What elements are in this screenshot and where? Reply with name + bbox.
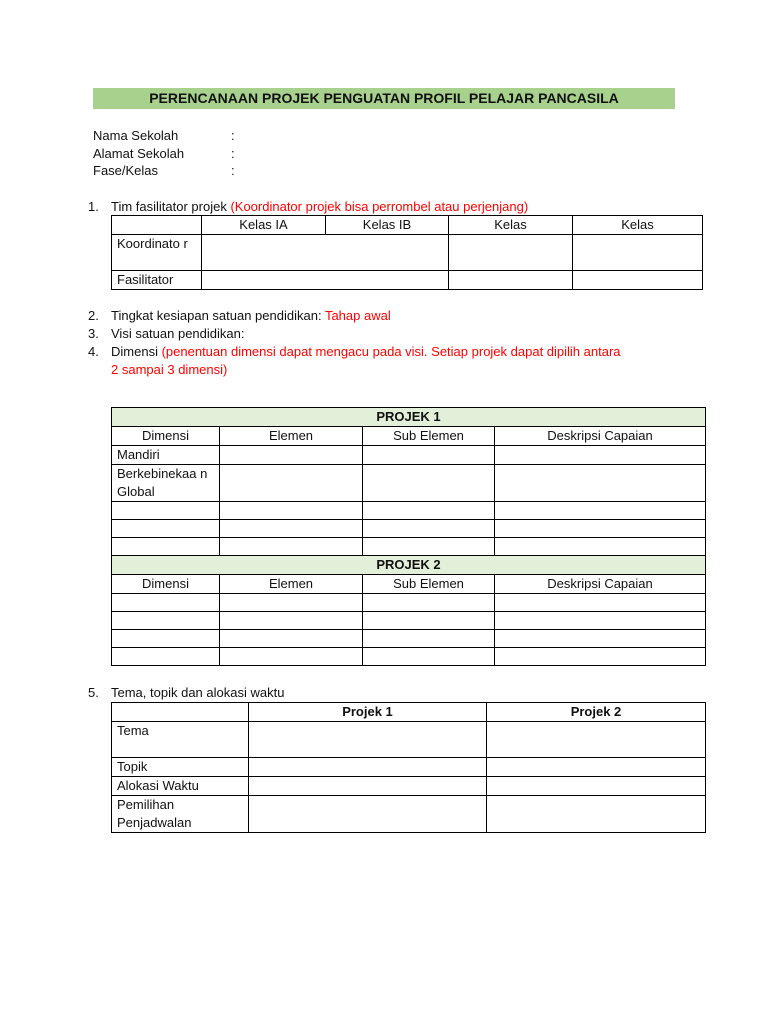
table-cell[interactable] bbox=[220, 612, 363, 630]
table-cell[interactable] bbox=[220, 538, 363, 556]
table-row bbox=[112, 502, 706, 520]
section-4-text: Dimensi bbox=[111, 344, 158, 359]
table-cell[interactable] bbox=[220, 630, 363, 648]
fasilitator-cell[interactable] bbox=[573, 235, 703, 271]
tema-topik-table bbox=[111, 702, 706, 833]
table-row bbox=[112, 758, 706, 777]
projek-2-header-elemen: Elemen bbox=[220, 575, 363, 594]
section-2-text: Tingkat kesiapan satuan pendidikan: bbox=[111, 308, 322, 323]
table-cell[interactable] bbox=[112, 594, 220, 612]
fasilitator-cell[interactable] bbox=[202, 271, 449, 290]
projek-dimensi-table bbox=[111, 407, 706, 666]
fasilitator-header-kelas-ia: Kelas IA bbox=[202, 216, 326, 235]
table-cell[interactable] bbox=[495, 594, 706, 612]
dimensi-cell-mandiri: Mandiri bbox=[112, 446, 220, 465]
table-cell[interactable] bbox=[249, 722, 487, 758]
dimensi-cell-berkebinekaan: Berkebinekaa n Global bbox=[112, 465, 220, 502]
tema-row-pemilihan-penjadwalan: Pemilihan Penjadwalan bbox=[112, 796, 249, 833]
projek-1-header-dimensi: Dimensi bbox=[112, 427, 220, 446]
fasilitator-row-koordinator: Koordinato r bbox=[112, 235, 202, 271]
fasilitator-header-kelas-3: Kelas bbox=[449, 216, 573, 235]
tema-header-projek-1: Projek 1 bbox=[249, 703, 487, 722]
table-cell[interactable] bbox=[487, 758, 706, 777]
table-cell[interactable] bbox=[495, 648, 706, 666]
table-row bbox=[112, 777, 706, 796]
table-cell[interactable] bbox=[495, 538, 706, 556]
tema-header-projek-2: Projek 2 bbox=[487, 703, 706, 722]
tema-row-tema: Tema bbox=[112, 722, 249, 758]
table-row bbox=[112, 446, 706, 465]
fasilitator-cell[interactable] bbox=[449, 271, 573, 290]
identity-colon: : bbox=[231, 146, 235, 161]
tema-row-alokasi-waktu: Alokasi Waktu bbox=[112, 777, 249, 796]
identity-label-alamat-sekolah: Alamat Sekolah bbox=[93, 146, 185, 161]
table-cell[interactable] bbox=[112, 630, 220, 648]
table-cell[interactable] bbox=[495, 612, 706, 630]
section-3-number: 3. bbox=[88, 326, 99, 341]
table-row bbox=[112, 612, 706, 630]
table-cell[interactable] bbox=[112, 648, 220, 666]
table-cell[interactable] bbox=[112, 612, 220, 630]
section-1-number: 1. bbox=[88, 199, 99, 214]
fasilitator-table bbox=[111, 215, 703, 290]
projek-2-header-dimensi: Dimensi bbox=[112, 575, 220, 594]
table-cell[interactable] bbox=[487, 722, 706, 758]
table-cell[interactable] bbox=[249, 758, 487, 777]
table-row bbox=[112, 465, 706, 502]
identity-label-nama-sekolah: Nama Sekolah bbox=[93, 128, 179, 143]
section-1-heading bbox=[111, 198, 528, 216]
table-cell[interactable] bbox=[363, 648, 495, 666]
table-cell[interactable] bbox=[220, 446, 363, 465]
identity-colon: : bbox=[231, 128, 235, 143]
projek-1-header-elemen: Elemen bbox=[220, 427, 363, 446]
section-2-note: Tahap awal bbox=[324, 308, 391, 323]
fasilitator-cell[interactable] bbox=[449, 235, 573, 271]
section-5-number: 5. bbox=[88, 685, 99, 700]
table-cell[interactable] bbox=[495, 520, 706, 538]
table-cell[interactable] bbox=[220, 648, 363, 666]
identity-label-fase-kelas: Fase/Kelas bbox=[93, 163, 159, 178]
table-cell[interactable] bbox=[249, 777, 487, 796]
section-3-text: Visi satuan pendidikan: bbox=[111, 326, 245, 341]
identity-colon: : bbox=[231, 163, 235, 178]
projek-2-header-sub-elemen: Sub Elemen bbox=[363, 575, 495, 594]
table-row bbox=[112, 648, 706, 666]
table-cell[interactable] bbox=[363, 594, 495, 612]
table-row bbox=[112, 630, 706, 648]
fasilitator-row-fasilitator: Fasilitator bbox=[112, 271, 202, 290]
fasilitator-header-kelas-ib: Kelas IB bbox=[326, 216, 449, 235]
table-cell[interactable] bbox=[220, 520, 363, 538]
section-2-number: 2. bbox=[88, 308, 99, 323]
table-cell[interactable] bbox=[495, 502, 706, 520]
table-row bbox=[112, 520, 706, 538]
table-row bbox=[112, 722, 706, 758]
table-cell[interactable] bbox=[363, 520, 495, 538]
section-4-note-line2: 2 sampai 3 dimensi) bbox=[111, 362, 228, 377]
projek-1-title: PROJEK 1 bbox=[112, 408, 706, 427]
table-cell[interactable] bbox=[363, 502, 495, 520]
section-1-note: (Koordinator projek bisa perrombel atau perjenjang) bbox=[230, 199, 529, 214]
section-1-text: Tim fasilitator projek bbox=[111, 199, 227, 214]
tema-header-empty bbox=[112, 703, 249, 722]
table-row bbox=[112, 796, 706, 833]
section-4-number: 4. bbox=[88, 344, 99, 359]
table-cell[interactable] bbox=[495, 446, 706, 465]
table-cell[interactable] bbox=[363, 465, 495, 502]
table-cell[interactable] bbox=[112, 502, 220, 520]
table-cell[interactable] bbox=[363, 538, 495, 556]
table-cell[interactable] bbox=[495, 465, 706, 502]
fasilitator-header-kelas-4: Kelas bbox=[573, 216, 703, 235]
tema-row-topik: Topik bbox=[112, 758, 249, 777]
table-cell[interactable] bbox=[249, 796, 487, 833]
projek-2-title: PROJEK 2 bbox=[112, 556, 706, 575]
table-cell[interactable] bbox=[495, 630, 706, 648]
section-4-note-line1: (penentuan dimensi dapat mengacu pada visi. Setiap projek dapat dipilih antara bbox=[161, 344, 621, 359]
table-cell[interactable] bbox=[220, 465, 363, 502]
table-row bbox=[112, 538, 706, 556]
projek-1-header-deskripsi-capaian: Deskripsi Capaian bbox=[495, 427, 706, 446]
table-cell[interactable] bbox=[220, 594, 363, 612]
section-2-heading bbox=[111, 307, 391, 325]
projek-2-header-deskripsi-capaian: Deskripsi Capaian bbox=[495, 575, 706, 594]
table-cell[interactable] bbox=[112, 520, 220, 538]
table-cell[interactable] bbox=[363, 612, 495, 630]
fasilitator-header-empty bbox=[112, 216, 202, 235]
table-cell[interactable] bbox=[487, 777, 706, 796]
projek-1-header-sub-elemen: Sub Elemen bbox=[363, 427, 495, 446]
fasilitator-cell[interactable] bbox=[202, 235, 449, 271]
table-cell[interactable] bbox=[112, 538, 220, 556]
table-cell[interactable] bbox=[363, 446, 495, 465]
table-cell[interactable] bbox=[220, 502, 363, 520]
section-4-heading bbox=[111, 343, 621, 361]
table-row bbox=[112, 594, 706, 612]
fasilitator-cell[interactable] bbox=[573, 271, 703, 290]
table-cell[interactable] bbox=[487, 796, 706, 833]
table-cell[interactable] bbox=[363, 630, 495, 648]
section-5-text: Tema, topik dan alokasi waktu bbox=[111, 685, 285, 700]
document-title: PERENCANAAN PROJEK PENGUATAN PROFIL PELAJAR PANCASILA bbox=[93, 88, 675, 109]
